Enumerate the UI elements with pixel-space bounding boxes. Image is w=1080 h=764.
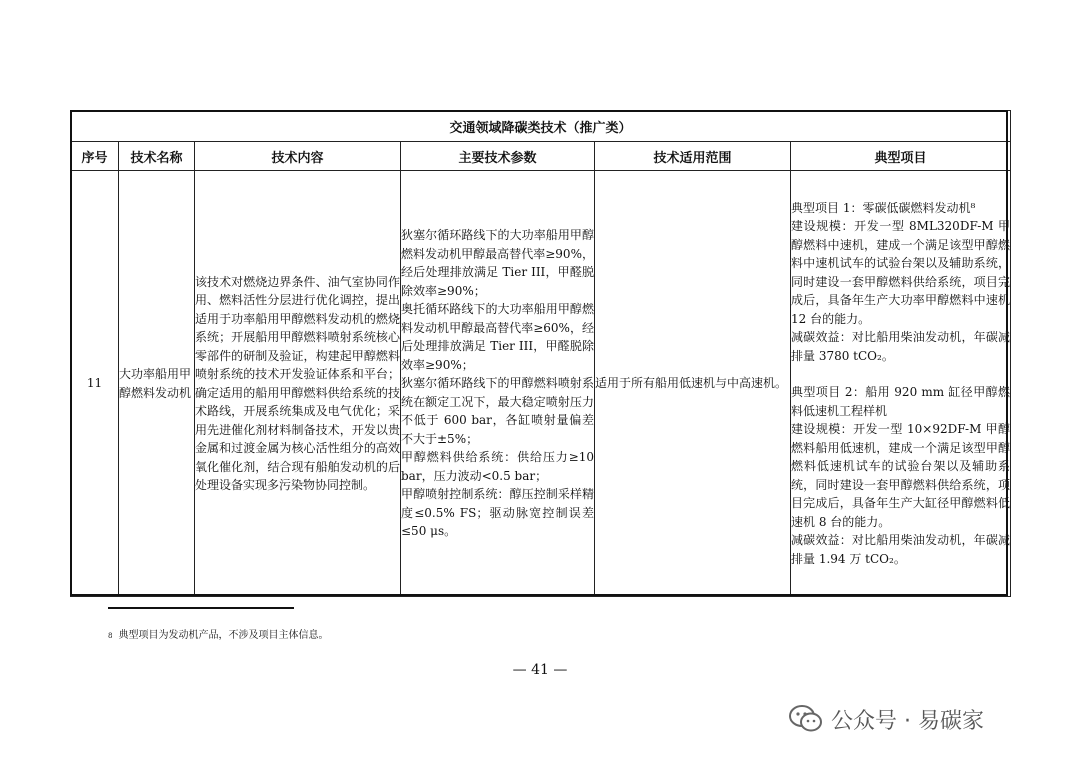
header-projects: 典型项目 xyxy=(791,142,1011,171)
footnote xyxy=(108,628,328,644)
row-no: 11 xyxy=(71,171,119,597)
project-line: 典型项目 1：零碳低碳燃料发动机⁸ xyxy=(791,200,976,215)
footnote-text: 典型项目为发动机产品，不涉及项目主体信息。 xyxy=(118,630,329,641)
row-scope: 适用于所有船用低速机与中高速机。 xyxy=(595,171,791,597)
param-line: 狄塞尔循环路线下的甲醇燃料喷射系统在额定工况下，最大稳定喷射压力不低于 600 bar，各缸喷射量偏差不大于±5%； xyxy=(401,376,594,446)
param-line: 狄塞尔循环路线下的大功率船用甲醇燃料发动机甲醇最高替代率≥90%，经后处理排放满足 Tier III，甲醛脱除效率≥90%； xyxy=(401,228,594,298)
header-scope: 技术适用范围 xyxy=(595,142,791,171)
header-content: 技术内容 xyxy=(195,142,401,171)
project-line: 建设规模：开发一型 10×92DF-M 甲醇燃料船用低速机，建成一个满足该型甲醇燃料低速机试车的试验台架以及辅助系统，同时建设一套甲醇燃料供给系统，项目完成后，具备年生产大缸径甲醇燃料低速机 8 台的能力。 xyxy=(791,422,1011,529)
watermark xyxy=(789,702,984,736)
tech-table xyxy=(70,110,1011,597)
project-line: 减碳效益：对比船用柴油发动机，年碳减排量 1.94 万 tCO₂。 xyxy=(791,533,1011,566)
project-line: 典型项目 2：船用 920 mm 缸径甲醇燃料低速机工程样机 xyxy=(791,385,1011,418)
row-projects xyxy=(791,171,1011,597)
table-title: 交通领域降碳类技术（推广类） xyxy=(71,111,1011,142)
header-no: 序号 xyxy=(71,142,119,171)
header-params: 主要技术参数 xyxy=(401,142,595,171)
param-line: 甲醇燃料供给系统：供给压力≥10 bar，压力波动<0.5 bar； xyxy=(401,450,594,483)
row-name: 大功率船用甲醇燃料发动机 xyxy=(119,171,195,597)
content-text: 该技术对燃烧边界条件、油气室协同作用、燃料活性分层进行优化调控，提出适用于功率船用甲醇燃料发动机的燃烧系统；开展船用甲醇燃料喷射系统核心零部件的研制及验证，构建起甲醇燃料喷射系统的技术开发验证体系和平台；确定适用的船用甲醇燃料供给系统的技术路线，开展系统集成及电气优化；采用先进催化剂材料制备技术，开发以贵金属和过渡金属为核心活性组分的高效氧化催化剂，结合现有船舶发动机的后处理设备实现多污染物协同控制。 xyxy=(195,274,400,492)
page-number: — 41 — xyxy=(512,662,568,678)
row-content xyxy=(195,171,401,597)
header-name: 技术名称 xyxy=(119,142,195,171)
watermark-text: 公众号 · 易碳家 xyxy=(831,708,984,734)
project-line: 建设规模：开发一型 8ML320DF-M 甲醇燃料中速机，建成一个满足该型甲醇燃料中速机试车的试验台架以及辅助系统，同时建设一套甲醇燃料供给系统，项目完成后，具备年生产大功率甲醇燃料中速机 12 台的能力。 xyxy=(791,219,1011,326)
wechat-icon xyxy=(789,704,823,734)
param-line: 奥托循环路线下的大功率船用甲醇燃料发动机甲醇最高替代率≥60%，经后处理排放满足 Tier III，甲醛脱除效率≥90%； xyxy=(401,302,594,372)
project-line: 减碳效益：对比船用柴油发动机，年碳减排量 3780 tCO₂。 xyxy=(791,330,1011,363)
param-line: 甲醇喷射控制系统：醇压控制采样精度≤0.5% FS；驱动脉宽控制误差≤50 μs。 xyxy=(401,487,594,539)
footnote-mark: 8 xyxy=(108,632,113,640)
row-params xyxy=(401,171,595,597)
footnote-divider xyxy=(108,607,294,609)
